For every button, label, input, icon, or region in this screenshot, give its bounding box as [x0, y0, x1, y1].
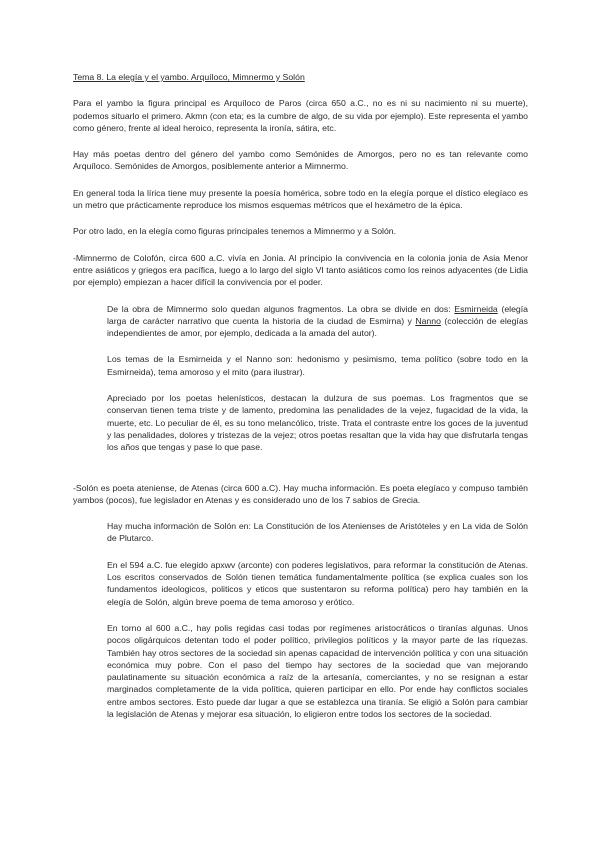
- paragraph-helenisticos: Apreciado por los poetas helenísticos, destacan la dulzura de sus poemas. Los fragmentos que se conservan tienen tema triste y de lamento, predomina las penalidades de la vejez, fugacidad de la vida, la muerte, etc. Lo peculiar de él, es su tono melancólico, triste. Trata el contraste entre los goces de la juventud y las penalidades, dolores y tristezas de la vejez; otros poetas resaltan que la vida hay que disfrutarla tengas los años que tengas y pase lo que pase.: [107, 393, 528, 453]
- paragraph-elegia-figuras: Por otro lado, en la elegía como figuras principales tenemos a Mimnermo y a Solón.: [73, 226, 397, 237]
- obra-text-a: De la obra de Mimnermo solo quedan algunos fragmentos. La obra se divide en dos:: [107, 303, 455, 314]
- nanno-term: Nanno: [415, 315, 441, 326]
- paragraph-semonides: Hay más poetas dentro del género del yambo como Semónides de Amorgos, pero no es tan relevante como Arquíloco. Semónides de Amorgos, posiblemente anterior a Mimnermo.: [73, 149, 528, 172]
- paragraph-arconte: En el 594 a.C. fue elegido apxwv (arconte) con poderes legislativos, para reformar la constitución de Atenas. Los escritos conservados de Solón tienen temática fundamentalmente política (se explica cuales son los fundamentos ideologicos, politicos y eticos que sustentaron su reforma política) pero hay también en la elegía de Solón, algún breve poema de tema amoroso y erótico.: [107, 559, 528, 607]
- document-title: Tema 8. La elegía y el yambo. Arquíloco, Mimnermo y Solón: [73, 72, 305, 82]
- paragraph-arquiloco: Para el yambo la figura principal es Arquíloco de Paros (circa 650 a.C., no es ni su nacimiento ni su muerte), podemos situarlo el primero. Akmn (con eta; es la cumbre de algo, de su vida por ejemplo). Este representa el yambo como género, frente al ideal heroico, representa la ironía, sátira, etc.: [73, 98, 528, 133]
- paragraph-mimnermo: -Mimnermo de Colofón, circa 600 a.C. vivía en Jonia. Al principio la convivencia en la colonia jonia de Asia Menor entre asiáticos y griegos era pacífica, luego a lo largo del siglo VI tanto asiáticos como los reinos adyacentes (de Lidia por ejemplo) empiezan a hacer difícil la convivencia por el poder.: [73, 252, 528, 288]
- obra-text-c: (colección de elegías independientes de amor, por ejemplo, dedicada a la amada del autor).: [107, 315, 528, 339]
- paragraph-contexto-polis: En torno al 600 a.C., hay polis regidas casi todas por regímenes aristocráticos o tiranías algunas. Unos pocos oligárquicos detentan todo el poder político, privilegios políticos y la mayor parte de las riquezas. También hay otros sectores de la sociedad sin apenas capacidad de intervención política y con una situación económica muy pobre. Con el paso del tiempo hay sectores de la sociedad que van mejorando paulatinamente su situación económica a raíz de la artesanía, comerciantes, y no se resignan a estar marginados completamente de la vida política, quieren participar en ello. Por ende hay conflictos sociales entre ambos sectores. Esto puede dar lugar a que se establezca una tiranía. Se eligió a Solón para cambiar la legislación de Atenas y mejorar esa situación, lo eligieron entre todos los sectores de la sociedad.: [107, 622, 528, 719]
- paragraph-temas-mimnermo: Los temas de la Esmirneida y el Nanno son: hedonismo y pesimismo, tema político (sobre todo en la Esmirneida), tema amoroso y el mito (para ilustrar).: [107, 354, 528, 377]
- paragraph-solon: -Solón es poeta ateniense, de Atenas (circa 600 a.C). Hay mucha información. Es poeta elegíaco y compuso también yambos (pocos), fue legislador en Atenas y es considerado uno de los 7 sabios de Grecia.: [73, 482, 528, 505]
- blank-gap: [73, 468, 528, 482]
- paragraph-lirica-homerica: En general toda la lírica tiene muy presente la poesía homérica, sobre todo en la elegía porque el dístico elegíaco es un metro que prácticamente reproduce los mismos esquemas métricos que el hexámetro de la épica.: [73, 187, 528, 211]
- esmirneida-term: Esmirneida: [454, 303, 498, 314]
- obra-text-b: (elegía larga de carácter narrativo que cuenta la historia de la ciudad de Esmirna) y: [107, 303, 529, 326]
- paragraph-fuentes-solon: Hay mucha información de Solón en: La Constitución de los Atenienses de Aristóteles y en La vida de Solón de Plutarco.: [107, 521, 528, 544]
- paragraph-obra-mimnermo: [107, 303, 528, 340]
